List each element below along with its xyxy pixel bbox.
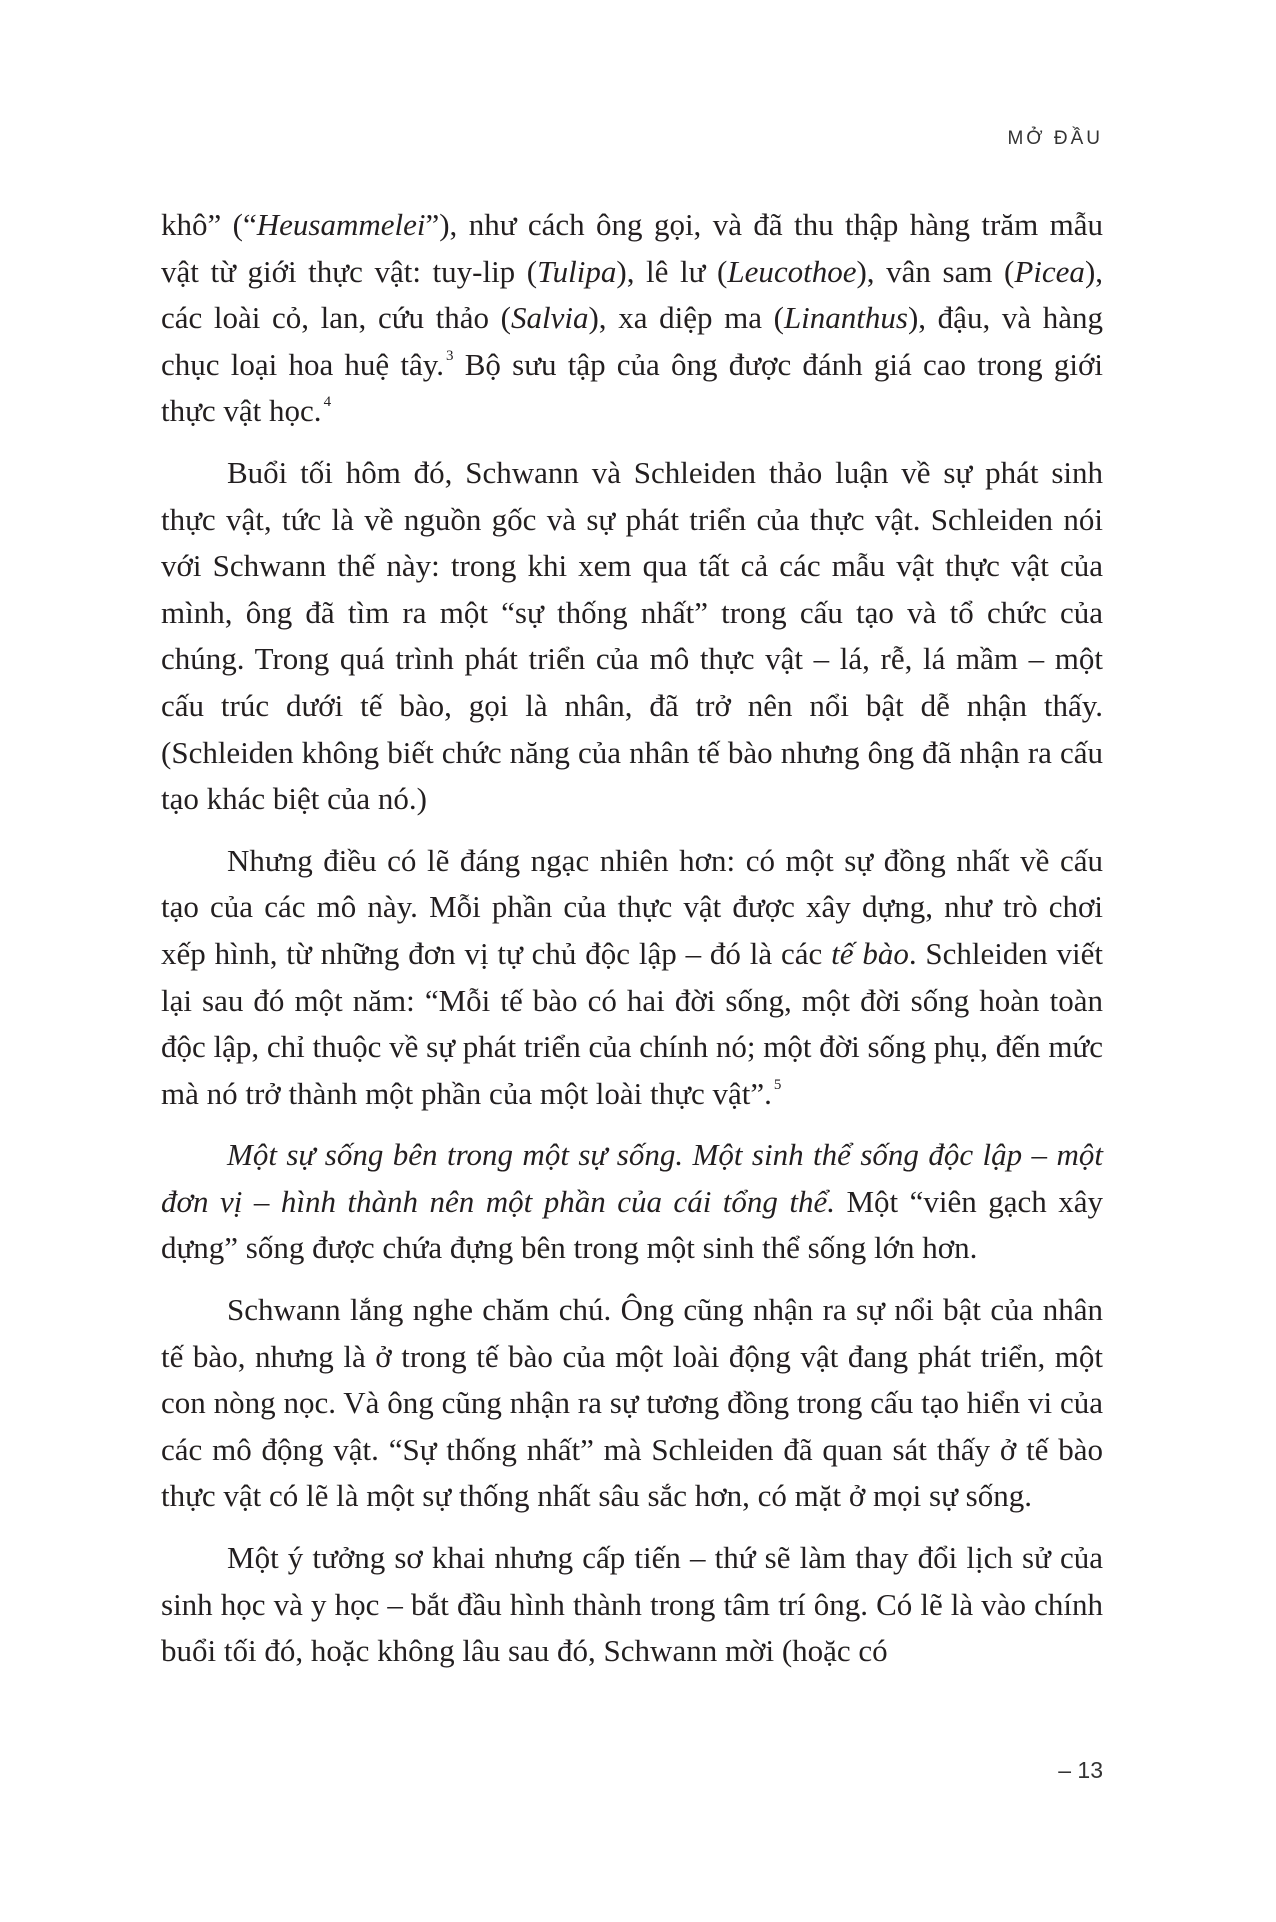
text-run: ), xa diệp ma (: [588, 300, 784, 336]
paragraph: [161, 1132, 1103, 1272]
text-run: khô” (“: [161, 207, 257, 242]
text-run: ), lê lư (: [616, 253, 728, 289]
text-run: ), đậu, và hàng chục loại hoa huệ tây.: [161, 300, 1103, 382]
text-run: Nhưng điều có lẽ đáng ngạc nhiên hơn: có một sự đồng nhất về cấu tạo của các mô này. Mỗi phần của thực vật được xây dựng, như trò chơi xếp hình, từ những đơn vị tự chủ độc lập – đó là các: [161, 842, 1103, 971]
italic-text: Linanthus: [783, 300, 908, 336]
running-head: MỞ ĐẦU: [1007, 128, 1103, 149]
italic-text: Picea: [1014, 253, 1085, 289]
body-text: [161, 202, 1103, 1690]
footnote-ref: 5: [773, 1076, 782, 1093]
page-number: – 13: [1058, 1757, 1103, 1783]
text-run: Buổi tối hôm đó, Schwann và Schleiden thảo luận về sự phát sinh thực vật, tức là về nguồn gốc và sự phát triển của thực vật. Schleiden nói với Schwann thế này: trong khi xem qua tất cả các mẫu vật thực vật của mình, ông đã tìm ra một “sự thống nhất” trong cấu tạo và tổ chức của chúng. Trong quá trình phát triển của mô thực vật – lá, rễ, lá mầm – một cấu trúc dưới tế bào, gọi là nhân, đã trở nên nổi bật dễ nhận thấy. (Schleiden không biết chức năng của nhân tế bào nhưng ông đã nhận ra cấu tạo khác biệt của nó.): [161, 454, 1103, 817]
text-run: Một “viên gạch xây dựng” sống được chứa đựng bên trong một sinh thể sống lớn hơn.: [161, 1183, 1103, 1266]
text-run: Một ý tưởng sơ khai nhưng cấp tiến – thứ sẽ làm thay đổi lịch sử của sinh học và y học – bắt đầu hình thành trong tâm trí ông. Có lẽ là vào chính buổi tối đó, hoặc không lâu sau đó, Schwann mời (hoặc có: [161, 1540, 1103, 1669]
text-run: Bộ sưu tập của ông được đánh giá cao trong giới thực vật học.: [161, 346, 1104, 429]
text-run: Schwann lắng nghe chăm chú. Ông cũng nhận ra sự nổi bật của nhân tế bào, nhưng là ở trong tế bào của một loài động vật đang phát triển, một con nòng nọc. Và ông cũng nhận ra sự tương đồng trong cấu tạo hiển vi của các mô động vật. “Sự thống nhất” mà Schleiden đã quan sát thấy ở tế bào thực vật có lẽ là một sự thống nhất sâu sắc hơn, có mặt ở mọi sự sống.: [161, 1292, 1103, 1514]
italic-text: Leucothoe: [727, 253, 857, 289]
paragraph: [161, 450, 1103, 823]
text-run: ), vân sam (: [856, 253, 1015, 289]
text-run: ), các loài cỏ, lan, cứu thảo (: [161, 253, 1104, 336]
italic-text: tế bào: [831, 935, 909, 971]
italic-text: Heusammelei: [256, 207, 426, 242]
text-run: ”), như cách ông gọi, và đã thu thập hàng trăm mẫu vật từ giới thực vật: tuy-lip (: [161, 207, 1103, 289]
text-run: . Schleiden viết lại sau đó một năm: “Mỗi tế bào có hai đời sống, một đời sống hoàn toàn độc lập, chỉ thuộc về sự phát triển của chính nó; một đời sống phụ, đến mức mà nó trở thành một phần của một loài thực vật”.: [161, 935, 1103, 1111]
paragraph: [161, 1287, 1103, 1520]
paragraph: [161, 202, 1103, 435]
italic-text: Tulipa: [537, 253, 617, 289]
footnote-ref: 3: [446, 347, 454, 364]
paragraph: [161, 838, 1103, 1118]
footnote-ref: 4: [323, 394, 332, 411]
paragraph: [161, 1535, 1103, 1675]
italic-text: Một sự sống bên trong một sự sống. Một sinh thể sống độc lập – một đơn vị – hình thành nên một phần của cái tổng thể.: [161, 1137, 1103, 1219]
italic-text: Salvia: [510, 300, 589, 336]
